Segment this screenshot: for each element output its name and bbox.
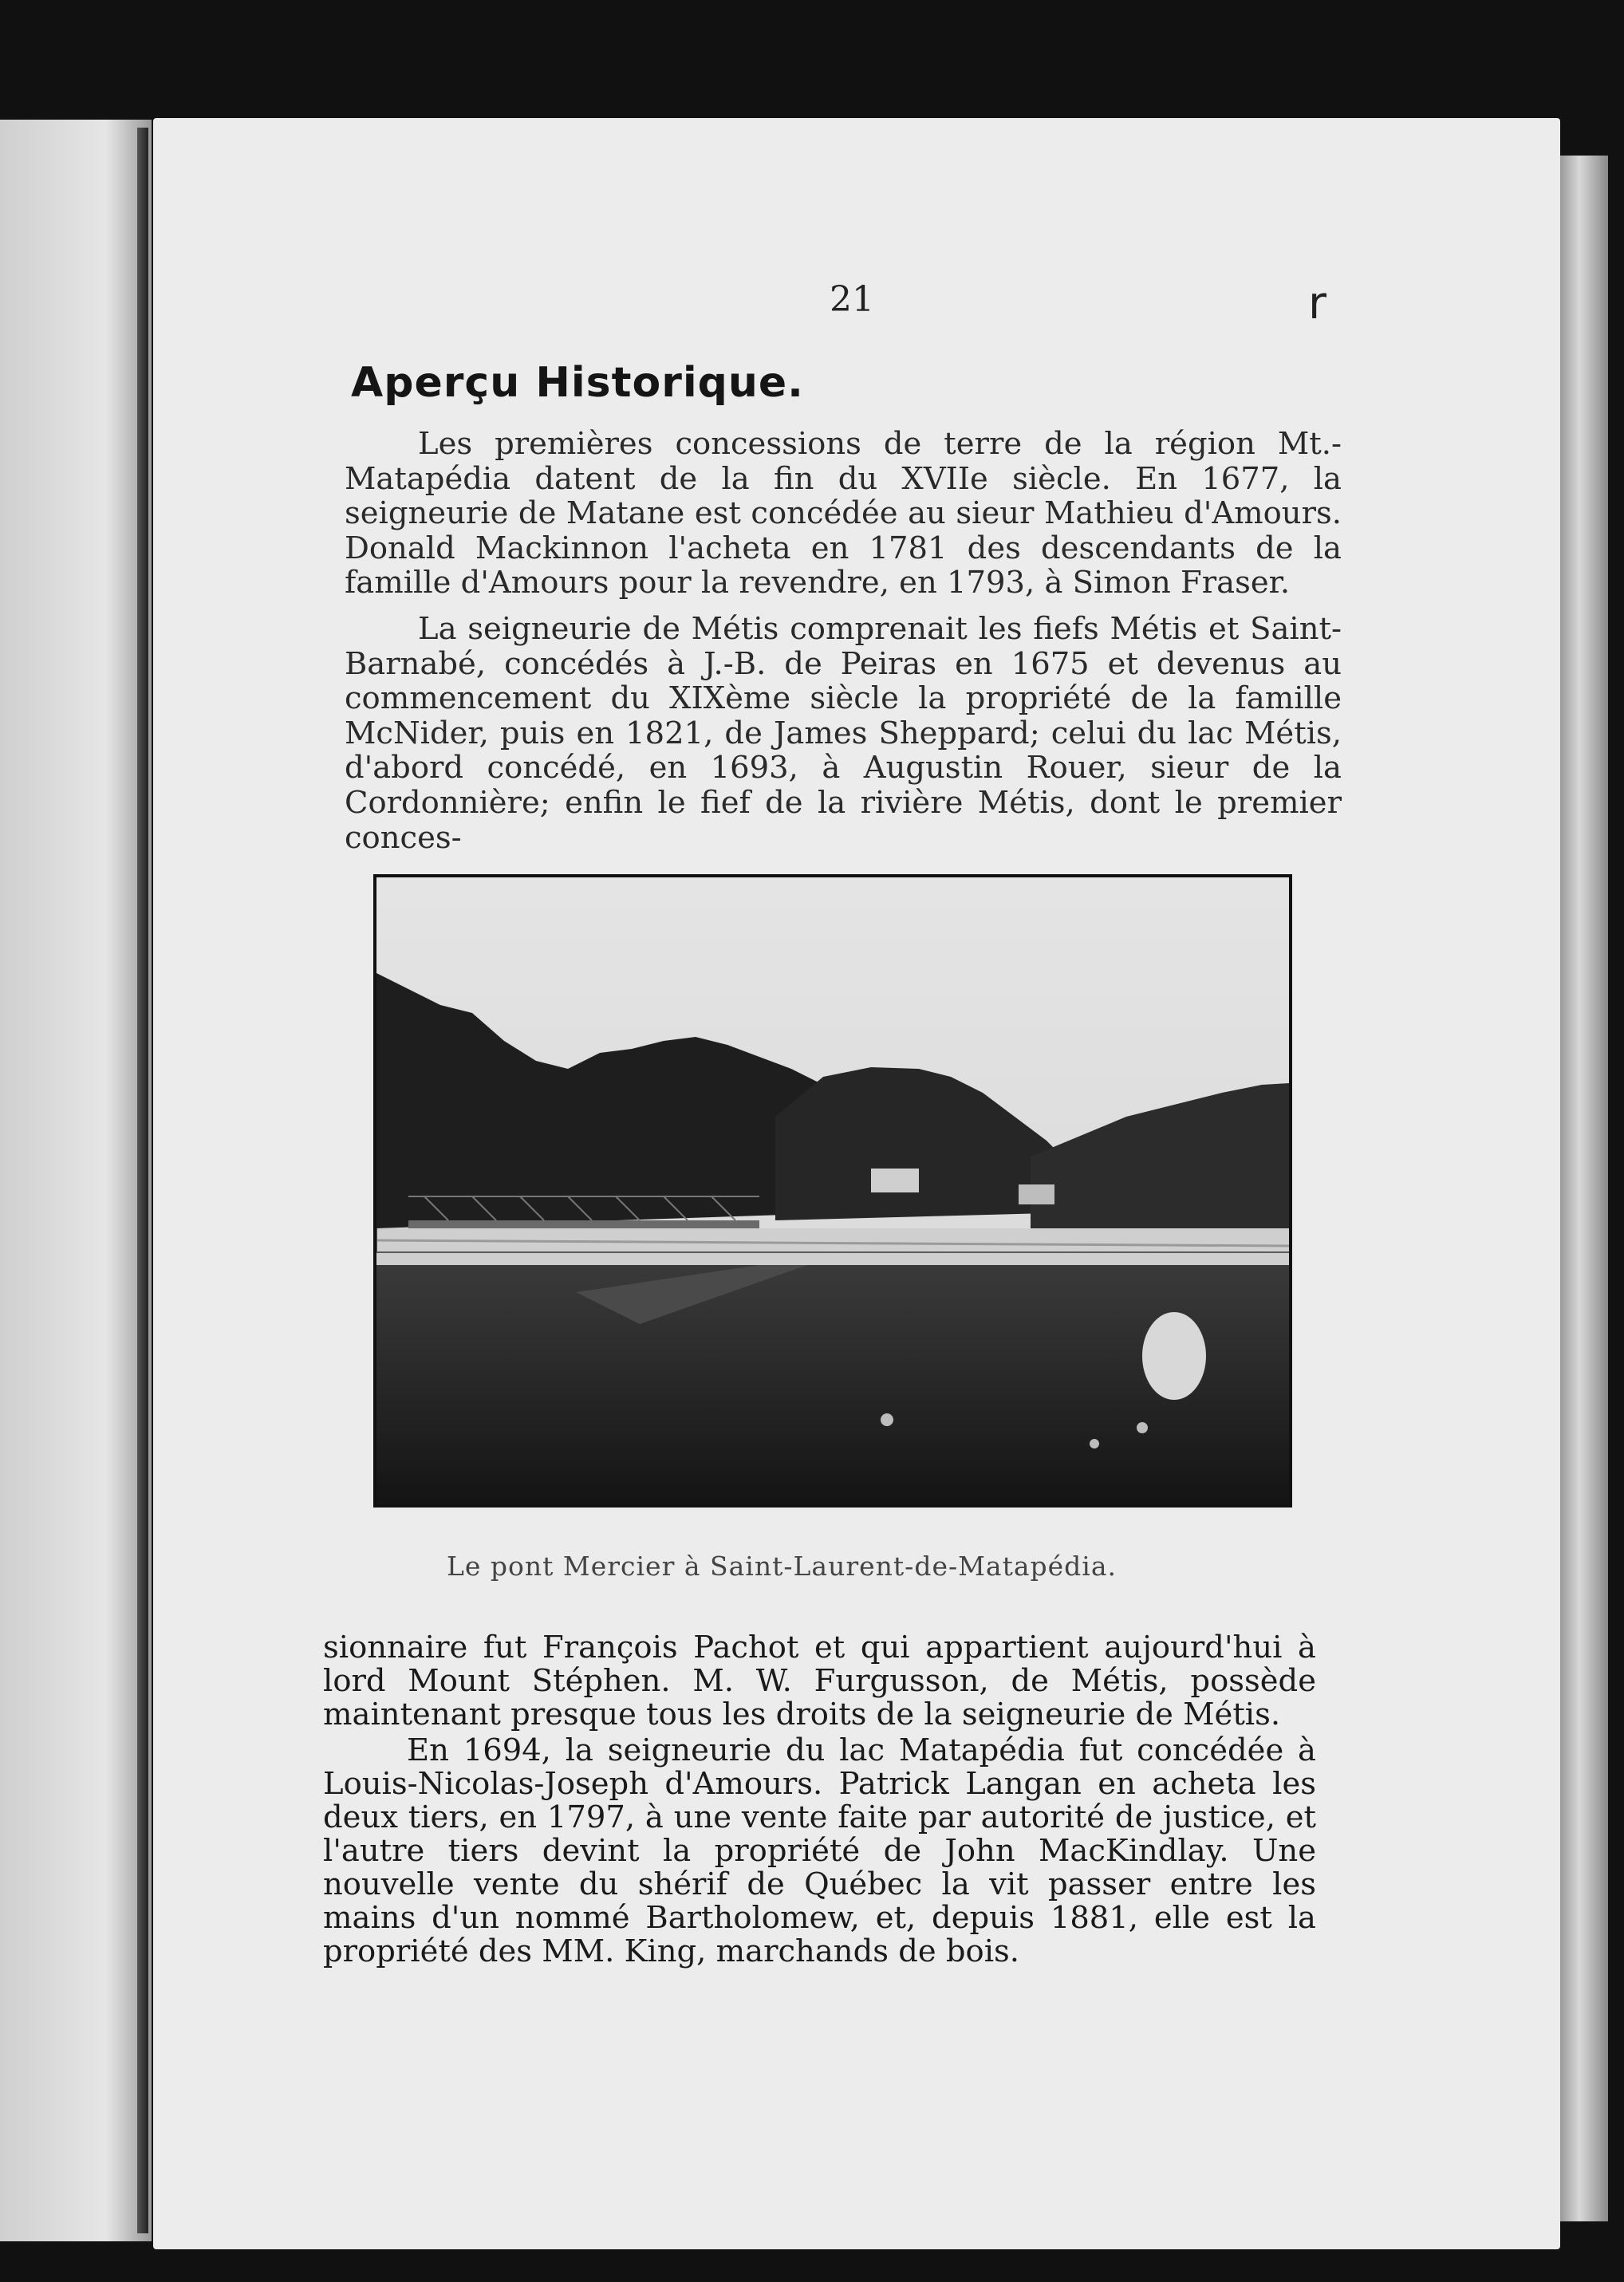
paragraph-4: En 1694, la seigneurie du lac Matapédia fut concédée à Louis-Nicolas-Joseph d'Amours. Patrick Langan en acheta les deux tiers, en 1797, à une vente faite par autorité de justice, et l'autre tiers devint la propriété de John MacKindlay. Une nouvelle vente du shérif de Québec la vit passer entre les mains d'un nommé Bartholomew, et, depuis 1881, elle est la propriété des MM. King, marchands de bois. bbox=[323, 1732, 1316, 1969]
river bbox=[376, 1228, 1289, 1265]
page-stack-edge bbox=[1560, 156, 1608, 2221]
page-number: 21 bbox=[830, 279, 874, 320]
landscape-photo bbox=[376, 877, 1289, 1504]
paragraph-1: Les premières concessions de terre de la région Mt.-Matapédia datent de la fin du XVIIe siècle. En 1677, la seigneurie de Matane est concédée au sieur Mathieu d'Amours. Donald Mackinnon l'acheta en 1781 des descendants de la famille d'Amours pour la revendre, en 1793, à Simon Fraser. bbox=[345, 426, 1342, 601]
paragraph-3: sionnaire fut François Pachot et qui appartient aujourd'hui à lord Mount Stéphen. M. W. Furgusson, de Métis, possède maintenant presque tous les droits de la seigneurie de Métis. bbox=[323, 1630, 1316, 1732]
section-heading: Aperçu Historique. bbox=[351, 359, 804, 407]
bridge-photograph bbox=[373, 874, 1292, 1508]
house bbox=[871, 1169, 919, 1192]
paragraph-2: La seigneurie de Métis comprenait les fiefs Métis et Saint-Barnabé, concédés à J.-B. de Peiras en 1675 et devenus au commencement du XIXème siècle la propriété de la famille McNider, puis en 1821, de James Sheppard; celui du lac Métis, d'abord concédé, en 1693, à Augustin Rouer, sieur de la Cordonnière; enfin le fief de la rivière Métis, dont le premier conces- bbox=[345, 611, 1342, 856]
book-gutter bbox=[137, 128, 148, 2233]
corner-handwritten-mark: r bbox=[1308, 278, 1327, 329]
facing-page bbox=[0, 120, 152, 2241]
bridge-deck bbox=[408, 1220, 759, 1228]
bright-spot bbox=[1142, 1312, 1206, 1400]
house-2 bbox=[1019, 1184, 1054, 1204]
photo-caption: Le pont Mercier à Saint-Laurent-de-Matapédia. bbox=[447, 1551, 1117, 1582]
